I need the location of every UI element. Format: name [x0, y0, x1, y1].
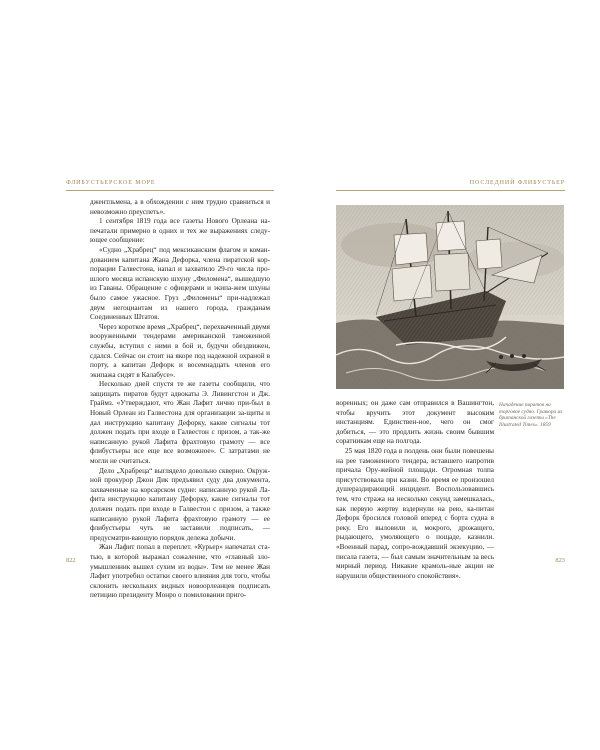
ship-engraving-image — [336, 205, 564, 389]
body-text-right — [336, 399, 494, 581]
paragraph: Несколько дней спустя те же газеты сообщили, что защищать пиратов будут адвокаты Э. Ливингстон и Дж. Граймз. «Утверждают, что Жан Лафит лично при-был в Новый Орлеан из Галвестона для организации за-щиты и дал инструкцию капитану Дефорку, какие сигналы тот должен подать при входе в Галвестон с призом, а так-же написанную рукой Лафита фрахтовую грамоту — все флибустьеры все еще все возможное». С затратами не могли не считаться. — [90, 380, 270, 466]
paragraph: 1 сентября 1819 года все газеты Нового Орлеана на-печатали примерно в одних и тех же выражениях следу-ющее сообщение: — [90, 217, 270, 245]
running-head-right: ПОСЛЕДНИЙ ФЛИБУСТЬЕР — [469, 180, 565, 186]
paragraph: воренных; он даже сам отправился в Вашингтон, чтобы вручить этот документ высоким инстанциям. Единствен-ное, чего он смог добиться, — это продлить жизнь своим бывшим соратникам еще на полгода. — [336, 399, 494, 446]
paragraph: 25 мая 1820 года в полдень они были повешены на рее таможенного тендера, вставшего напротив причала Ору-жейной площади. Огромная толпа присутствовала при казни. Во время ее произошел душераздирающий инцидент. Воспользовавшись тем, что стража на несколько секунд замешкалась, как первую жертву вздернули на рею, ка-питан Дефорк бросился головой вперед с борта судна в реку. Его выловили и, мокрого, дрожащего, рыдающего, умоляющего о пощаде, казнили. «Военный парад, сопро-вождавший экзекуцию, — писала газета, — был самым значительным за весь мирный период. Никакие крамоль-ные акции не нарушили общественного спокойствия». — [336, 446, 494, 580]
header-rule-left — [66, 190, 274, 191]
running-head-left: ФЛИБУСТЬЕРСКОЕ МОРЕ — [66, 180, 156, 186]
right-page — [300, 0, 600, 750]
body-text-left — [90, 198, 270, 601]
paragraph: Через короткое время „Храбрец“, перехваченный двумя вооруженными тендерами американской таможенной службы, вступил с ними в бой и, будучи обездвижен, сдался. Сейчас он стоит на якоре под надежной охраной в порту, а капитан Дефорк и восемнадцать членов его экипажа сидят в Калабусе». — [90, 322, 270, 379]
paragraph: джентльмена, а в обхождении с ним трудно сравниться и невозможно преуспеть». — [90, 198, 270, 216]
page-number-right: 823 — [555, 557, 565, 564]
header-rule-right — [336, 190, 565, 191]
paragraph: Жан Лафит попал в переплет. «Курьер» напечатал ста-тью, в которой выражал сожаление, что «главный зло-умышленник вышел сухим из воды». Тем не менее Жан Лафит употребил остатки своего влияния для того, чтобы склонить нескольких видных новоорлеанцев подписать петицию президенту Монро о помиловании приго- — [90, 543, 270, 600]
paragraph: Дело „Храбреца“ выглядело довольно скверно. Окруж-ной прокурор Джон Дик предъявил суду два документа, захваченные на корсарском судне: написанную рукой Ла-фита инструкцию капитану Дефорку, какие сигналы тот должен подать при входе в Галвестон с призом, а также написанную рукой Лафита фрахтовую грамоту — ее флибустьеры чуть не заставили подписать, — предусматри-вающую порядок дележа добычи. — [90, 466, 270, 542]
illustration-caption: Нападение пиратов на торговое судно. Гравюра из британской газеты «The Illustrated Times». 1859 — [499, 402, 563, 428]
page-number-left: 822 — [66, 557, 76, 564]
paragraph: «Судно „Храбрец“ под мексиканским флагом и коман-дованием капитана Жана Дефорка, члена пиратской кор-порации Галвестона, напал и захватило 29-го числа про-шлого месяца испанскую шхуну „Филомена“, вышедшую из Гаваны. Обращение с офицерами и экипа-жем шхуны было самое ужасное. Груз „Филомены“ при-надлежал двум негоциантам из нашего города, гражданам Соединенных Штатов. — [90, 245, 270, 322]
